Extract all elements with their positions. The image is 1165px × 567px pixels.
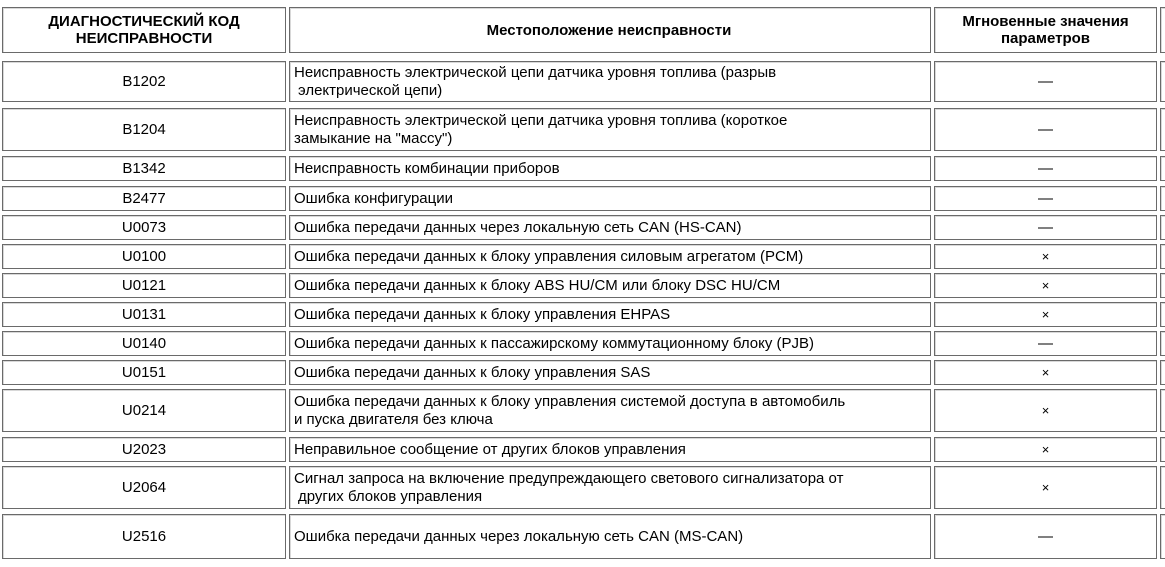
dtc-code: U0214 [2,389,286,432]
fault-location-line1: Сигнал запроса на включение предупреждающего светового сигнализатора от [294,469,844,487]
fault-location-line1: Ошибка передачи данных к блоку управления системой доступа в автомобиль [294,392,846,410]
header-code: ДИАГНОСТИЧЕСКИЙ КОД НЕИСПРАВНОСТИ [2,7,286,53]
dtc-code: B1202 [2,61,286,102]
param-value: × [934,244,1157,269]
dtc-code: U2064 [2,466,286,509]
fault-location: Ошибка передачи данных к блоку управления SAS [289,360,931,385]
param-value: — [934,514,1157,559]
extra-cell [1160,514,1165,559]
dtc-code: U0140 [2,331,286,356]
param-value: × [934,437,1157,462]
dtc-code: U0131 [2,302,286,327]
param-value: × [934,302,1157,327]
fault-location: Неисправность комбинации приборов [289,156,931,181]
fault-location-line2: других блоков управления [298,487,483,505]
table-row [0,514,1165,559]
param-value: × [934,389,1157,432]
param-value: — [934,331,1157,356]
fault-location [289,108,931,151]
extra-cell [1160,108,1165,151]
header-params: Мгновенные значения параметров [934,7,1157,53]
fault-location [289,466,931,509]
table-row [0,61,1165,102]
param-value: × [934,273,1157,298]
param-value: — [934,61,1157,102]
param-value: × [934,360,1157,385]
fault-location-line2: электрической цепи) [298,81,443,99]
table-row [0,156,1165,181]
fault-location: Ошибка передачи данных к блоку ABS HU/CM или блоку DSC HU/CM [289,273,931,298]
dtc-code: U2516 [2,514,286,559]
table-row [0,244,1165,269]
param-value: — [934,108,1157,151]
fault-location-line1: Неисправность электрической цепи датчика уровня топлива (разрыв [294,63,777,81]
table-row [0,302,1165,327]
extra-cell [1160,156,1165,181]
dtc-code: U2023 [2,437,286,462]
dtc-code: U0100 [2,244,286,269]
fault-location-line1: Неисправность электрической цепи датчика уровня топлива (короткое [294,111,788,129]
header-location: Местоположение неисправности [289,7,931,53]
param-value: × [934,466,1157,509]
dtc-code: U0073 [2,215,286,240]
extra-cell [1160,215,1165,240]
param-value: — [934,156,1157,181]
fault-location-line2: и пуска двигателя без ключа [294,410,493,428]
extra-cell [1160,244,1165,269]
table-header-row [0,7,1165,53]
param-value: — [934,215,1157,240]
extra-cell [1160,186,1165,211]
fault-location: Неправильное сообщение от других блоков управления [289,437,931,462]
table-row [0,389,1165,432]
header-extra-cell [1160,7,1165,53]
param-value: — [934,186,1157,211]
fault-location-line2: замыкание на "массу") [294,129,453,147]
fault-location: Ошибка передачи данных к пассажирскому коммутационному блоку (PJB) [289,331,931,356]
table-row [0,215,1165,240]
extra-cell [1160,389,1165,432]
table-row [0,186,1165,211]
table-row [0,360,1165,385]
extra-cell [1160,466,1165,509]
table-row [0,108,1165,151]
extra-cell [1160,331,1165,356]
fault-location: Ошибка передачи данных к блоку управления силовым агрегатом (PCM) [289,244,931,269]
fault-location [289,389,931,432]
fault-location: Ошибка передачи данных через локальную сеть CAN (MS-CAN) [289,514,931,559]
extra-cell [1160,437,1165,462]
fault-location: Ошибка передачи данных через локальную сеть CAN (HS-CAN) [289,215,931,240]
dtc-code: U0121 [2,273,286,298]
extra-cell [1160,273,1165,298]
table-row [0,437,1165,462]
dtc-code: U0151 [2,360,286,385]
fault-location [289,61,931,102]
extra-cell [1160,302,1165,327]
table-row [0,273,1165,298]
table-row [0,466,1165,509]
table-row [0,331,1165,356]
extra-cell [1160,360,1165,385]
dtc-code: B2477 [2,186,286,211]
fault-location: Ошибка передачи данных к блоку управления EHPAS [289,302,931,327]
dtc-code: B1342 [2,156,286,181]
dtc-code: B1204 [2,108,286,151]
extra-cell [1160,61,1165,102]
fault-location: Ошибка конфигурации [289,186,931,211]
